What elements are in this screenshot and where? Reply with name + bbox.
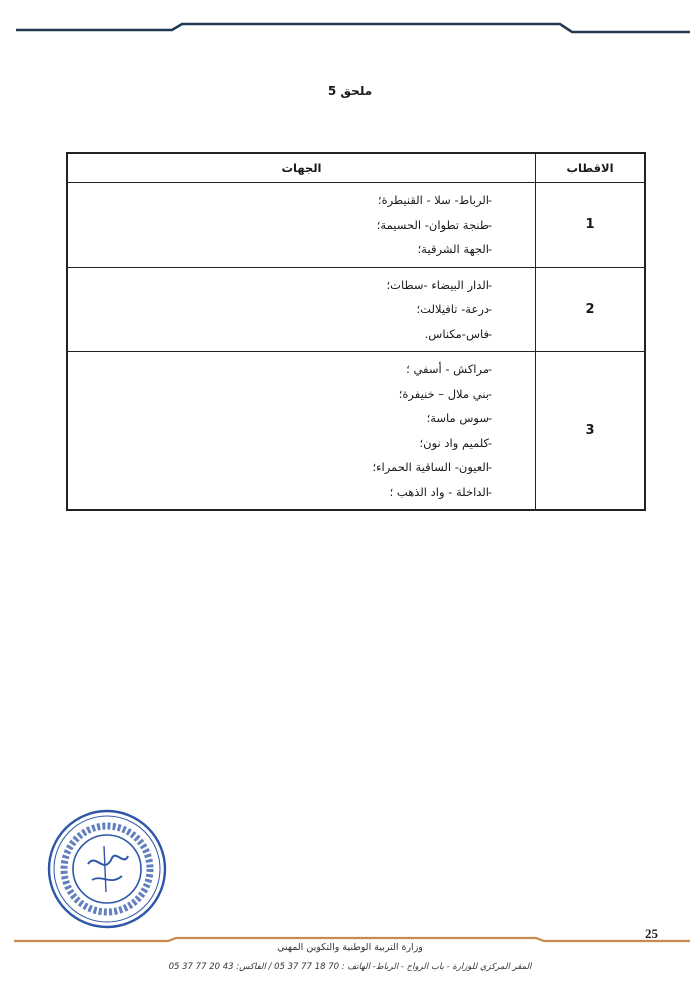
bullet-dash: - xyxy=(487,277,493,292)
table-row xyxy=(67,267,645,352)
regions-cell xyxy=(67,352,536,511)
bullet-dash: - xyxy=(487,435,493,450)
pole-number: 2 xyxy=(536,267,646,352)
region-item xyxy=(68,237,535,262)
region-name: درعة- تافيلالت؛ xyxy=(416,302,489,316)
poles-table xyxy=(66,152,646,511)
bullet-dash: - xyxy=(487,460,493,474)
pole-number: 3 xyxy=(536,352,646,511)
region-item xyxy=(68,455,535,480)
region-name: مراكش - أسفي ؛ xyxy=(406,362,489,376)
bullet-dash: - xyxy=(487,362,493,376)
region-name: بني ملال – خنيفرة؛ xyxy=(398,386,489,401)
region-name: الداخلة - واد الذهب ؛ xyxy=(389,484,489,499)
table-row xyxy=(67,183,645,268)
footer-ministry: وزارة التربية الوطنية والتكوين المهني xyxy=(277,942,423,953)
region-item xyxy=(68,297,535,322)
regions-list xyxy=(68,357,535,504)
bullet-dash: - xyxy=(487,242,493,256)
footer-address: المقر المركزي للوزارة - باب الرواح - الرباط- الهاتف : 70 18 77 37 05 / الفاكس: 43 20 77 37 05 xyxy=(168,962,532,972)
region-name: العيون- الساقية الحمراء؛ xyxy=(372,460,489,474)
bullet-dash: - xyxy=(487,302,493,316)
page-number: 25 xyxy=(645,926,658,941)
regions-list xyxy=(68,273,535,347)
bullet-dash: - xyxy=(487,326,493,341)
pole-number: 1 xyxy=(536,183,646,268)
region-item xyxy=(68,406,535,431)
bullet-dash: - xyxy=(487,193,493,207)
region-name: الجهة الشرقية؛ xyxy=(417,242,489,256)
region-item xyxy=(68,273,535,298)
region-item xyxy=(68,382,535,407)
bullet-dash: - xyxy=(487,484,493,499)
bullet-dash: - xyxy=(487,217,493,232)
regions-list xyxy=(68,188,535,262)
region-item xyxy=(68,480,535,505)
region-name: كلميم واد نون؛ xyxy=(419,435,489,450)
region-item xyxy=(68,431,535,456)
table-row xyxy=(67,352,645,511)
header-regions: الجهات xyxy=(67,153,536,183)
region-name: فاس-مكناس. xyxy=(424,326,489,341)
header-pole: الاقطاب xyxy=(536,153,646,183)
regions-cell xyxy=(67,183,536,268)
region-name: طنجة تطوان- الحسيمة؛ xyxy=(376,217,489,232)
annex-title: ملحق 5 xyxy=(327,84,373,98)
table-header-row xyxy=(67,153,645,183)
region-item xyxy=(68,322,535,347)
region-name: الرباط- سلا - القنيطرة؛ xyxy=(377,193,489,207)
region-item xyxy=(68,213,535,238)
region-name: الدار البيضاء -سطات؛ xyxy=(386,277,489,292)
header-rule xyxy=(0,0,700,40)
ministry-seal-stamp-icon xyxy=(44,806,170,932)
region-item xyxy=(68,357,535,382)
bullet-dash: - xyxy=(487,411,493,425)
regions-cell xyxy=(67,267,536,352)
region-item xyxy=(68,188,535,213)
region-name: سوس ماسة؛ xyxy=(426,411,489,425)
bullet-dash: - xyxy=(487,386,493,401)
